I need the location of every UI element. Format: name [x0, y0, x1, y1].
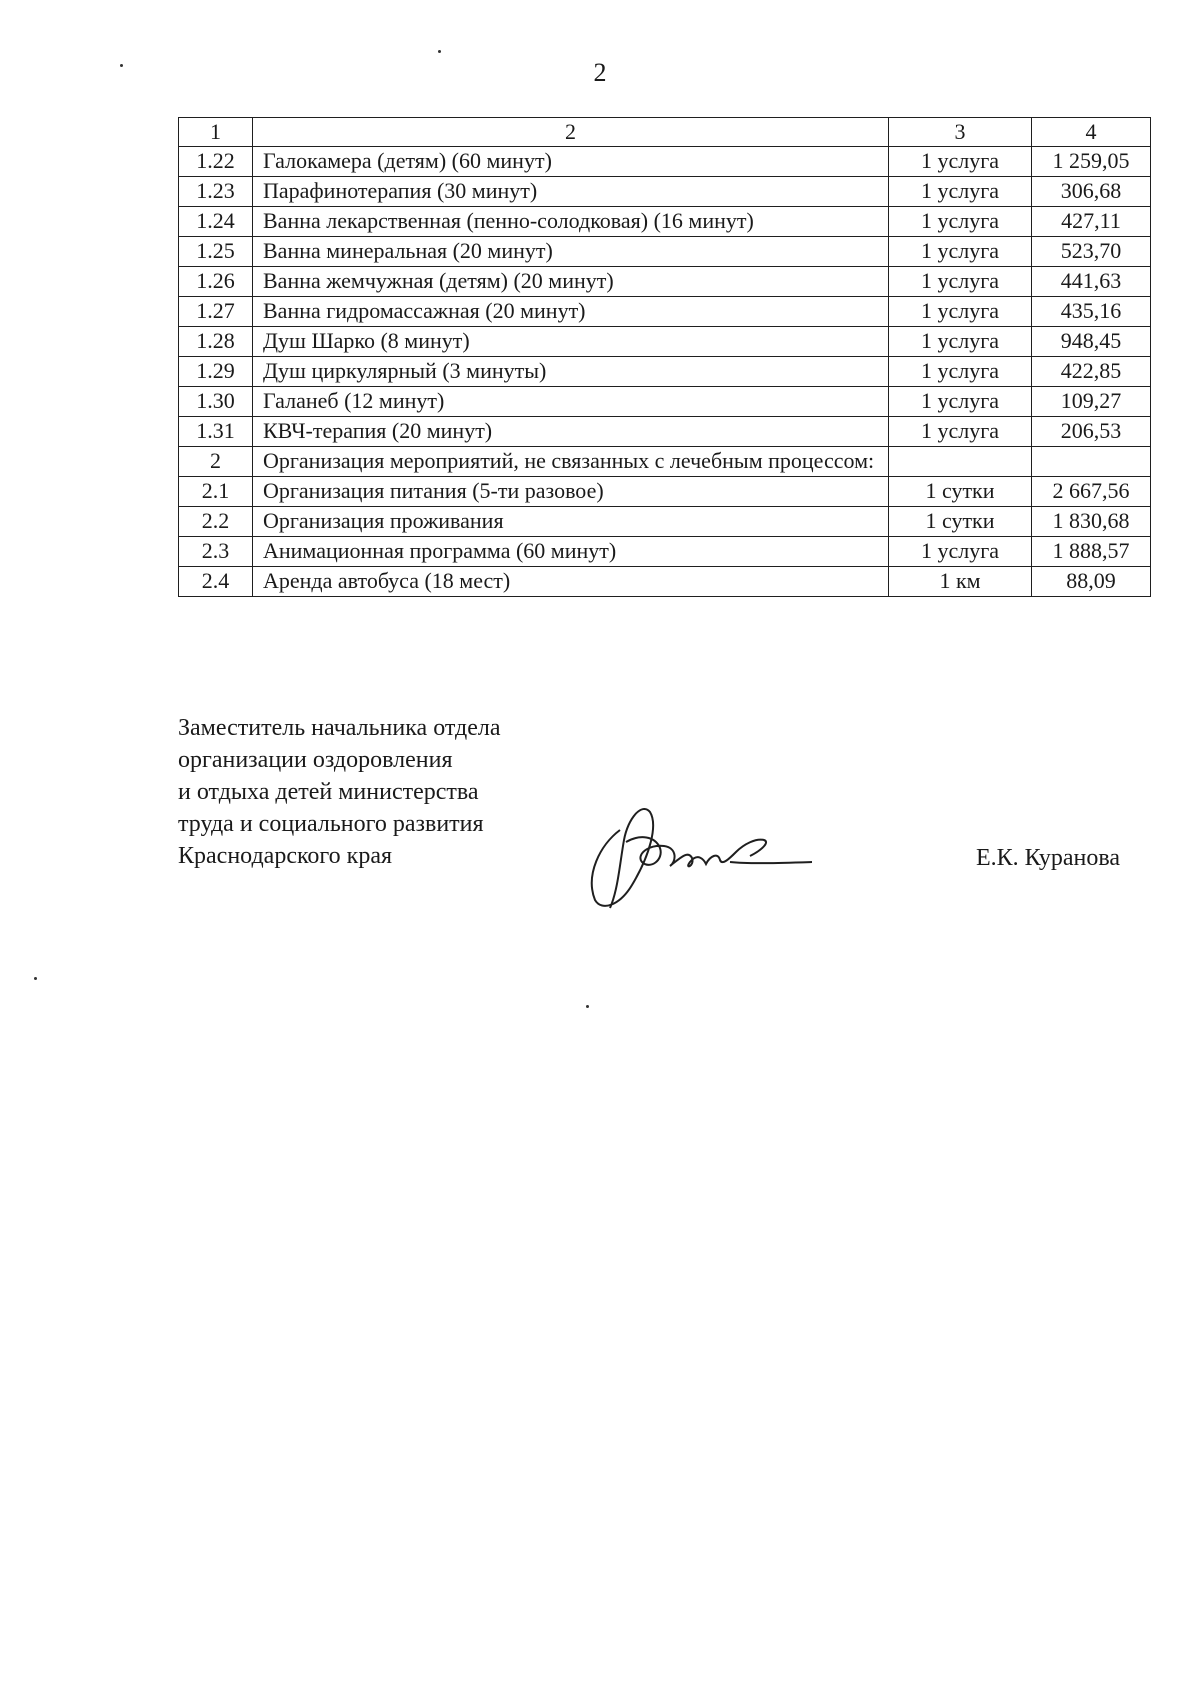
service-name-cell: Ванна минеральная (20 минут) [253, 237, 889, 267]
handwritten-signature [580, 800, 820, 915]
scan-speck [586, 1005, 589, 1008]
table-row [179, 207, 1151, 237]
table-row [179, 417, 1151, 447]
table-row [179, 387, 1151, 417]
table-row [179, 147, 1151, 177]
signatory-line: организации оздоровления [178, 747, 453, 773]
table-row [179, 237, 1151, 267]
unit-cell: 1 услуга [889, 207, 1032, 237]
table-header-row [179, 118, 1151, 147]
row-number-cell: 1.23 [179, 177, 253, 207]
signer-name: Е.К. Куранова [976, 845, 1121, 871]
unit-cell: 1 сутки [889, 477, 1032, 507]
price-cell: 1 259,05 [1032, 147, 1151, 177]
signatory-line: и отдыха детей министерства [178, 779, 479, 805]
price-cell: 441,63 [1032, 267, 1151, 297]
price-cell: 1 830,68 [1032, 507, 1151, 537]
table-row [179, 537, 1151, 567]
table-row [179, 327, 1151, 357]
price-cell: 306,68 [1032, 177, 1151, 207]
row-number-cell: 1.31 [179, 417, 253, 447]
row-number-cell: 1.29 [179, 357, 253, 387]
unit-cell: 1 услуга [889, 237, 1032, 267]
unit-cell [889, 447, 1032, 477]
table-row [179, 507, 1151, 537]
signatory-block [178, 712, 501, 872]
unit-cell: 1 услуга [889, 267, 1032, 297]
row-number-cell: 2.2 [179, 507, 253, 537]
service-name-cell: КВЧ-терапия (20 минут) [253, 417, 889, 447]
price-cell: 427,11 [1032, 207, 1151, 237]
row-number-cell: 1.25 [179, 237, 253, 267]
price-table [178, 117, 1151, 597]
unit-cell: 1 услуга [889, 387, 1032, 417]
price-cell: 1 888,57 [1032, 537, 1151, 567]
unit-cell: 1 услуга [889, 147, 1032, 177]
service-name-cell: Галанеб (12 минут) [253, 387, 889, 417]
row-number-cell: 1.27 [179, 297, 253, 327]
table-row [179, 267, 1151, 297]
table-row [179, 297, 1151, 327]
row-number-cell: 1.26 [179, 267, 253, 297]
service-name-cell: Ванна жемчужная (детям) (20 минут) [253, 267, 889, 297]
row-number-cell: 2.3 [179, 537, 253, 567]
signatory-line: Заместитель начальника отдела [178, 715, 501, 741]
unit-cell: 1 км [889, 567, 1032, 597]
price-cell: 422,85 [1032, 357, 1151, 387]
price-cell: 2 667,56 [1032, 477, 1151, 507]
unit-cell: 1 услуга [889, 537, 1032, 567]
unit-cell: 1 сутки [889, 507, 1032, 537]
service-name-cell: Организация мероприятий, не связанных с лечебным процессом: [253, 447, 889, 477]
header-cell-price: 4 [1032, 118, 1151, 147]
service-name-cell: Ванна гидромассажная (20 минут) [253, 297, 889, 327]
price-cell: 88,09 [1032, 567, 1151, 597]
signatory-line: труда и социального развития [178, 811, 484, 837]
service-name-cell: Парафинотерапия (30 минут) [253, 177, 889, 207]
service-name-cell: Душ циркулярный (3 минуты) [253, 357, 889, 387]
row-number-cell: 1.22 [179, 147, 253, 177]
unit-cell: 1 услуга [889, 327, 1032, 357]
header-cell-name: 2 [253, 118, 889, 147]
scan-speck [438, 50, 441, 53]
table-row [179, 477, 1151, 507]
row-number-cell: 2.1 [179, 477, 253, 507]
unit-cell: 1 услуга [889, 417, 1032, 447]
header-cell-number: 1 [179, 118, 253, 147]
table-row [179, 567, 1151, 597]
header-cell-unit: 3 [889, 118, 1032, 147]
service-name-cell: Аренда автобуса (18 мест) [253, 567, 889, 597]
price-cell: 109,27 [1032, 387, 1151, 417]
service-name-cell: Галокамера (детям) (60 минут) [253, 147, 889, 177]
price-cell: 206,53 [1032, 417, 1151, 447]
scan-speck [120, 64, 123, 67]
table-row [179, 447, 1151, 477]
service-name-cell: Организация проживания [253, 507, 889, 537]
page-number: 2 [593, 58, 607, 87]
price-cell [1032, 447, 1151, 477]
row-number-cell: 1.30 [179, 387, 253, 417]
price-cell: 523,70 [1032, 237, 1151, 267]
scan-speck [34, 977, 37, 980]
unit-cell: 1 услуга [889, 357, 1032, 387]
signatory-line: Краснодарского края [178, 843, 393, 869]
table-row [179, 357, 1151, 387]
service-name-cell: Душ Шарко (8 минут) [253, 327, 889, 357]
service-name-cell: Организация питания (5-ти разовое) [253, 477, 889, 507]
unit-cell: 1 услуга [889, 177, 1032, 207]
row-number-cell: 1.28 [179, 327, 253, 357]
price-cell: 435,16 [1032, 297, 1151, 327]
row-number-cell: 2 [179, 447, 253, 477]
row-number-cell: 2.4 [179, 567, 253, 597]
service-name-cell: Анимационная программа (60 минут) [253, 537, 889, 567]
row-number-cell: 1.24 [179, 207, 253, 237]
service-name-cell: Ванна лекарственная (пенно-солодковая) (16 минут) [253, 207, 889, 237]
unit-cell: 1 услуга [889, 297, 1032, 327]
price-cell: 948,45 [1032, 327, 1151, 357]
table-row [179, 177, 1151, 207]
